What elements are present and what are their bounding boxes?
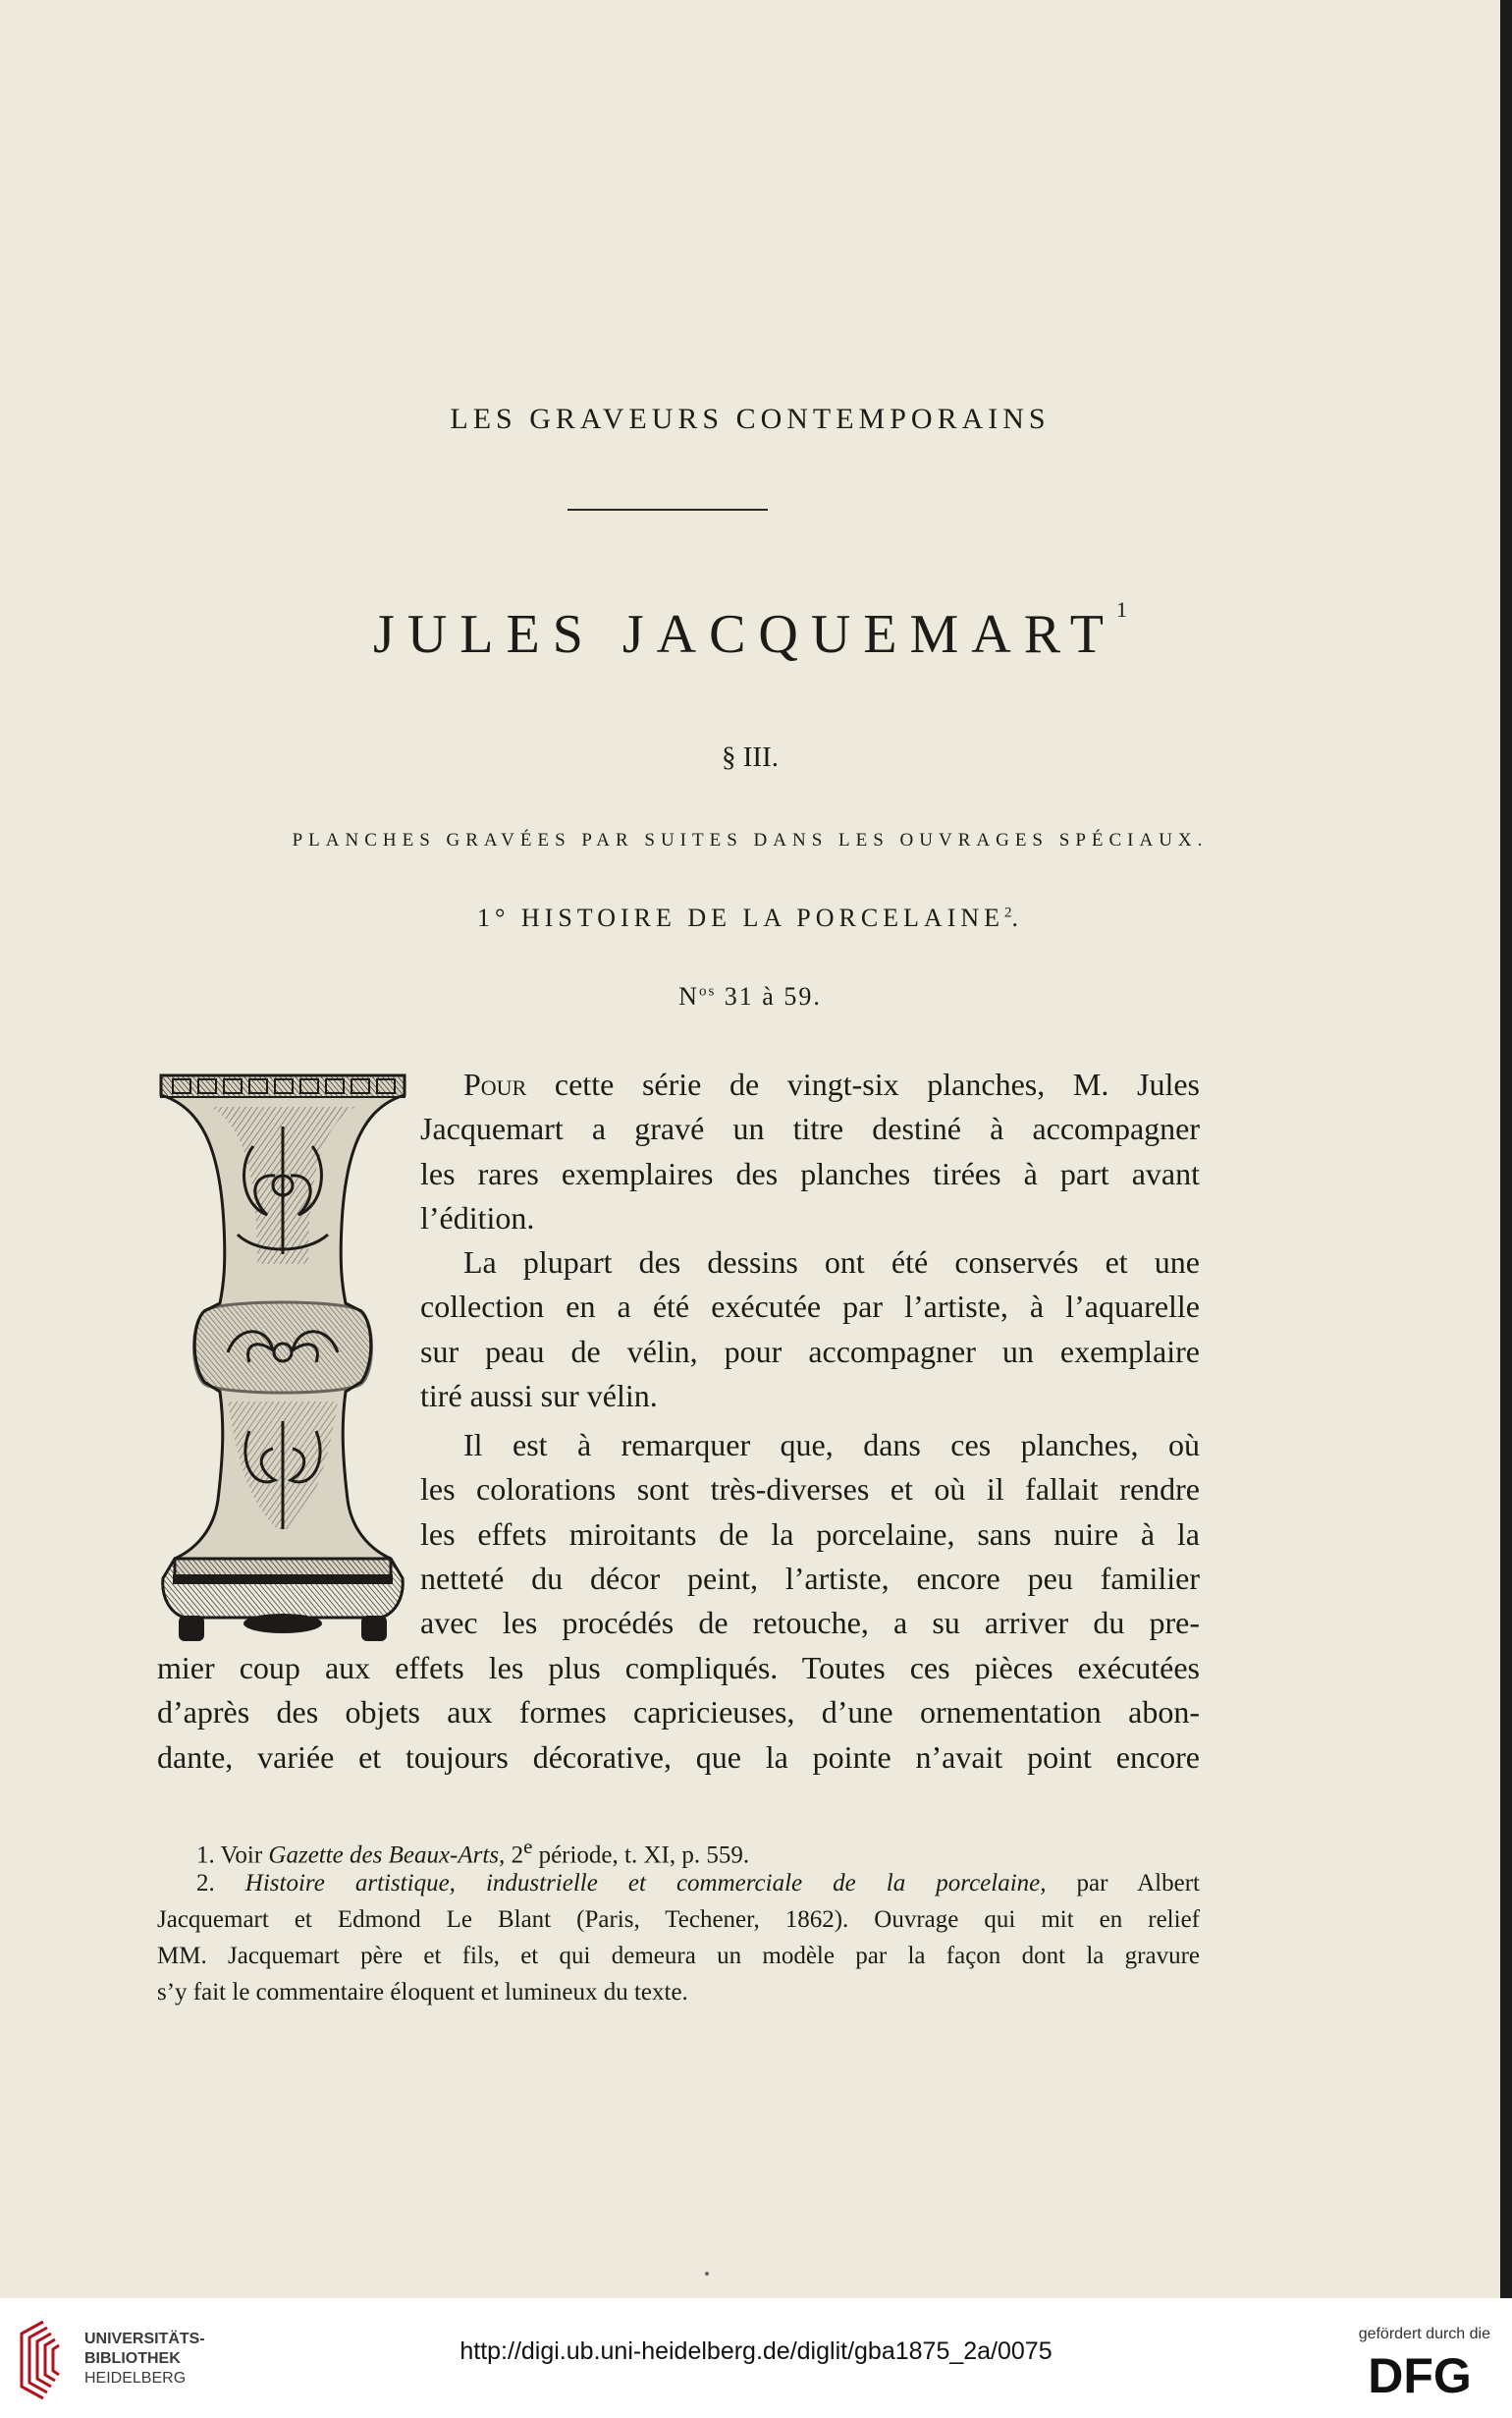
paragraph-3: [420, 1423, 1200, 1645]
text-line: sur peau de vélin, pour accompagner un exemplaire: [420, 1333, 1200, 1369]
text-line: d’après des objets aux formes capricieuses, d’une ornementation abon-: [157, 1694, 1200, 1731]
text-line: avec les procédés de retouche, a su arriver du pre-: [420, 1605, 1200, 1641]
text-line: Jacquemart a gravé un titre destiné à accompagner: [420, 1111, 1200, 1147]
small-caps-word: Pour: [463, 1067, 527, 1102]
footnote-line: MM. Jacquemart père et fils, et qui demeura un modèle par la façon dont la gravure: [157, 1943, 1200, 1969]
page-mark: [705, 2272, 709, 2276]
text-line: tiré aussi sur vélin.: [420, 1377, 658, 1413]
footnote-1: [157, 1829, 1200, 1869]
title-text: JULES JACQUEMART: [373, 604, 1116, 665]
plate-numbers: [0, 982, 1500, 1012]
footnote-line: s’y fait le commentaire éloquent et lumineux du texte.: [157, 1979, 688, 2006]
line-rest: cette série de vingt-six planches, M. Jules: [526, 1067, 1200, 1102]
title-rule: [567, 509, 768, 511]
text-line: les colorations sont très-diverses et où il fallait rendre: [420, 1471, 1200, 1508]
subsection-number: 1°: [476, 904, 511, 932]
footnote-2: [157, 1865, 1200, 1901]
paragraph-3-continued: [157, 1646, 1200, 1780]
vase-engraving: [159, 1068, 406, 1647]
numbers-sup: os: [698, 983, 717, 1000]
subsection-heading: [0, 904, 1500, 933]
institution-line: UNIVERSITÄTS-: [84, 2331, 205, 2347]
text-line: l’édition.: [420, 1199, 535, 1236]
text-line: les rares exemplaires des planches tirées à part avant: [420, 1155, 1200, 1191]
text-line: collection en a été exécutée par l’artiste, à l’aquarelle: [420, 1289, 1200, 1325]
footnote-text: période, t. XI, p. 559.: [532, 1841, 750, 1869]
dfg-logo-icon[interactable]: [1347, 2349, 1492, 2398]
footnote-text: Voir: [214, 1841, 269, 1869]
dfg-logo-text: DFG: [1368, 2349, 1472, 2398]
paragraph-1: [420, 1063, 1200, 1240]
paragraph-2: [420, 1240, 1200, 1418]
permalink-url[interactable]: http://digi.ub.uni-heidelberg.de/diglit/gba1875_2a/0075: [459, 2337, 1053, 2365]
footnotes: [157, 1829, 1200, 2010]
institution-line: BIBLIOTHEK: [84, 2350, 181, 2367]
viewer-footer: [0, 2298, 1512, 2418]
institution-line: HEIDELBERG: [84, 2370, 187, 2387]
footnote-line: Jacquemart et Edmond Le Blant (Paris, Techener, 1862). Ouvrage qui mit en relief: [157, 1906, 1200, 1933]
section-heading: § III.: [722, 742, 779, 773]
text-line: dante, variée et toujours décorative, que la pointe n’avait point encore: [157, 1738, 1200, 1775]
numbers-prefix: N: [678, 982, 699, 1011]
footnote-number: 2.: [196, 1870, 215, 1896]
text-line: mier coup aux effets les plus compliqués. Toutes ces pièces exécutées: [157, 1650, 1200, 1685]
journal-title: Gazette des Beaux-Arts,: [268, 1841, 506, 1869]
text-line: [420, 1063, 1200, 1107]
title-footnote-mark: 1: [1115, 597, 1127, 622]
page-title: [0, 597, 1500, 666]
page-edge: [1500, 0, 1512, 2298]
text-line: les effets miroitants de la porcelaine, sans nuire à la: [420, 1515, 1200, 1552]
running-head: LES GRAVEURS CONTEMPORAINS: [450, 403, 1051, 435]
section-subtitle: PLANCHES GRAVÉES PAR SUITES DANS LES OUVRAGES SPÉCIAUX.: [292, 830, 1209, 851]
subsection-suffix: .: [1011, 904, 1024, 932]
footnote-text: 2: [505, 1841, 524, 1869]
text-line: Il est à remarquer que, dans ces planches, où: [463, 1427, 1200, 1462]
footnote-text: par Albert: [1046, 1870, 1200, 1896]
subsection-title: HISTOIRE DE LA PORCELAINE: [520, 904, 1005, 932]
footnote-sup: e: [523, 1835, 533, 1858]
text-line: netteté du décor peint, l’artiste, encore peu familier: [420, 1560, 1200, 1596]
numbers-range: 31 à 59.: [716, 982, 822, 1011]
sponsor-note: gefördert durch die: [1358, 2326, 1490, 2342]
footnote-number: 1.: [196, 1841, 215, 1869]
subsection-footnote-mark: 2: [1004, 905, 1012, 921]
book-title: Histoire artistique, industrielle et commerciale de la porcelaine,: [214, 1870, 1047, 1896]
text-line: La plupart des dessins ont été conservés et une: [463, 1244, 1200, 1280]
